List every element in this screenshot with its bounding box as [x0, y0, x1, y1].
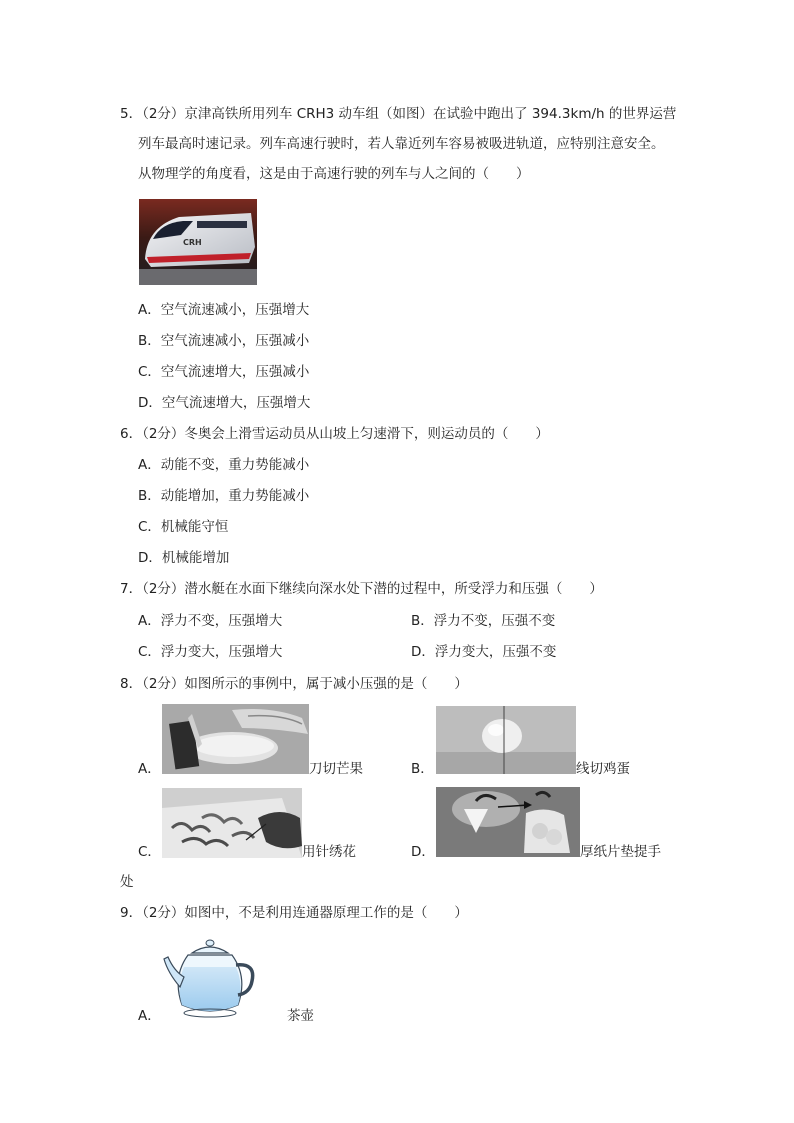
- q5-option-d: D．空气流速增大，压强增大: [138, 395, 311, 411]
- q6-option-d: D．机械能增加: [138, 550, 230, 566]
- q8-stem: 8．（2分）如图所示的事例中，属于减小压强的是（ ）: [120, 676, 468, 692]
- q5-stem-line-2: 列车最高时速记录。列车高速行驶时，若人靠近列车容易被吸进轨道，应特别注意安全。: [138, 136, 665, 152]
- q5-stem-line-1: 5．（2分）京津高铁所用列车 CRH3 动车组（如图）在试验中跑出了 394.3km/h 的世界运营: [120, 106, 677, 122]
- q7-option-d: D．浮力变大，压强不变: [411, 644, 557, 660]
- q5-option-a: A．空气流速减小，压强增大: [138, 302, 310, 318]
- q8-option-b-letter: B．: [411, 761, 434, 777]
- q6-option-b: B．动能增加，重力势能减小: [138, 488, 310, 504]
- train-logo-text: CRH: [183, 238, 202, 247]
- teapot-image: [162, 937, 258, 1021]
- q8-option-d-caption-wrap: 处: [120, 874, 134, 890]
- q6-option-a: A．动能不变，重力势能减小: [138, 457, 310, 473]
- q7-stem: 7．（2分）潜水艇在水面下继续向深水处下潜的过程中，所受浮力和压强（ ）: [120, 581, 603, 597]
- q8-option-c-letter: C．: [138, 844, 161, 860]
- q7-option-b: B．浮力不变，压强不变: [411, 613, 556, 629]
- q5-option-c: C．空气流速增大，压强减小: [138, 364, 310, 380]
- q5-option-b: B．空气流速减小，压强减小: [138, 333, 310, 349]
- thread-cutting-egg-image: [436, 706, 576, 774]
- knife-cutting-mango-image: [162, 704, 309, 774]
- q8-option-d-caption: 厚纸片垫提手: [580, 844, 661, 860]
- q6-stem: 6．（2分）冬奥会上滑雪运动员从山坡上匀速滑下，则运动员的（ ）: [120, 426, 549, 442]
- q5-stem-line-3: 从物理学的角度看，这是由于高速行驶的列车与人之间的（ ）: [138, 166, 530, 182]
- q8-option-a-caption: 刀切芒果: [309, 761, 363, 777]
- q9-stem: 9．（2分）如图中，不是利用连通器原理工作的是（ ）: [120, 905, 468, 921]
- paper-pad-handle-image: [436, 787, 580, 857]
- q8-option-c-caption: 用针绣花: [302, 844, 356, 860]
- q8-option-b-caption: 线切鸡蛋: [576, 761, 630, 777]
- needle-embroidery-image: [162, 788, 302, 858]
- q8-option-d-letter: D．: [411, 844, 435, 860]
- q9-option-a-caption: 茶壶: [287, 1008, 314, 1024]
- q7-option-c: C．浮力变大，压强增大: [138, 644, 283, 660]
- q8-option-a-letter: A．: [138, 761, 161, 777]
- crh3-train-image: [139, 199, 257, 285]
- q7-option-a: A．浮力不变，压强增大: [138, 613, 283, 629]
- q6-option-c: C．机械能守恒: [138, 519, 229, 535]
- q9-option-a-letter: A．: [138, 1008, 161, 1024]
